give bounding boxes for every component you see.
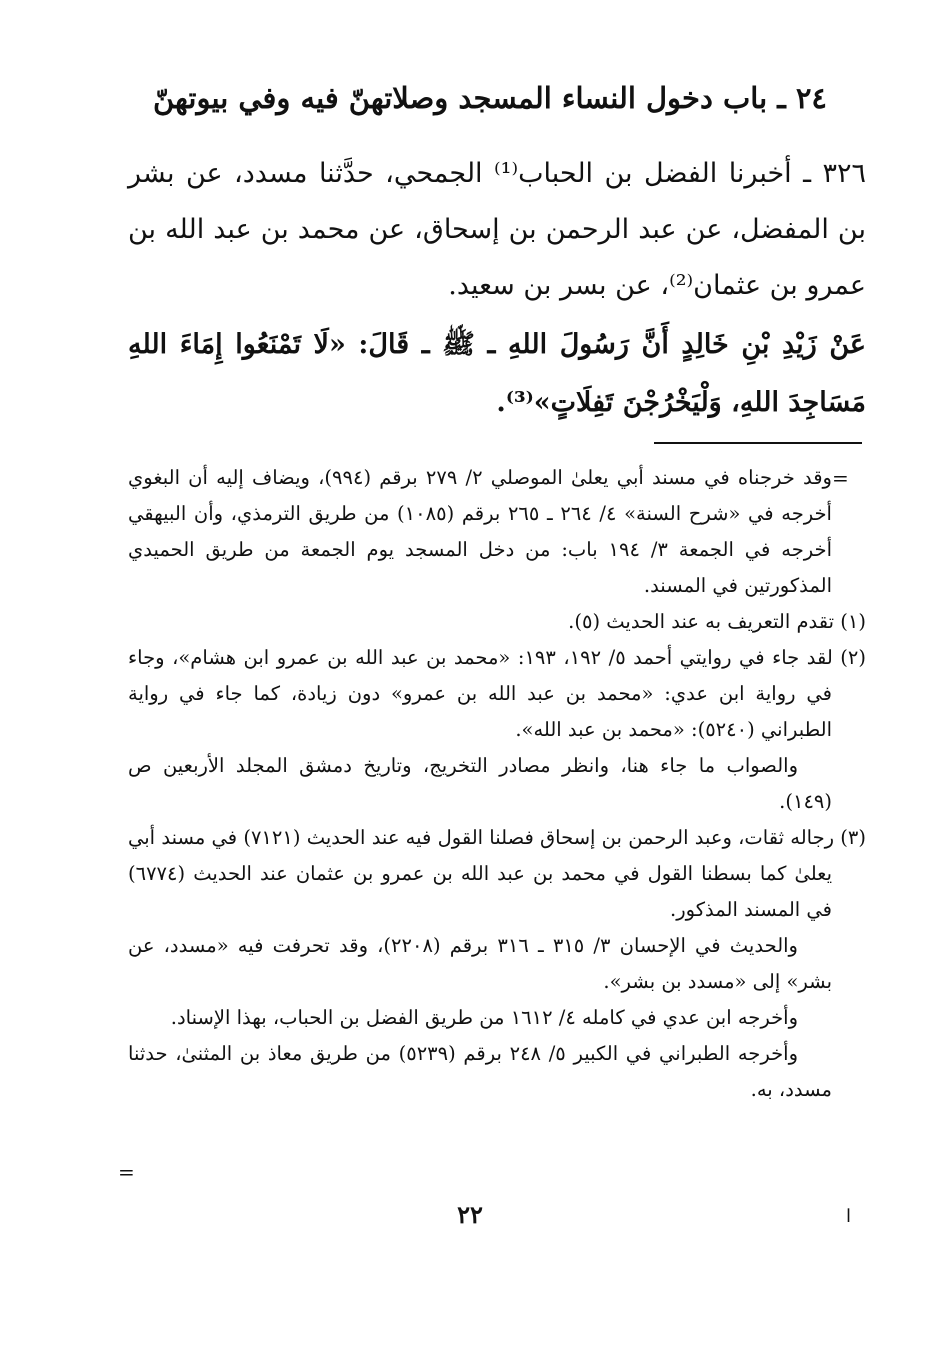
isnad-text: ٣٢٦ ـ أخبرنا الفضل بن الحباب⁽¹⁾ الجمحي، حدَّثنا مسدد، عن بشر بن المفضل، عن عبد الرحمن بن إسحاق، عن محمد بن عبد الله بن عمرو بن عثمان⁽²⁾، عن بسر بن سعيد. — [128, 158, 866, 301]
continuation-mark-bottom: = — [118, 1160, 135, 1184]
footnote-1: (١) تقدم التعريف به عند الحديث (٥). — [568, 610, 866, 633]
stray-mark: ا — [846, 1206, 852, 1227]
footnote-3: (٣) رجاله ثقات، وعبد الرحمن بن إسحاق فصلنا القول فيه عند الحديث (٧١٢١) في مسند أبي يعلىٰ كما بسطنا القول في محمد بن عبد الله بن عمرو بن عثمان عند الحديث (٦٧٧٤) في المسند المذكور. — [128, 826, 866, 921]
footnote-3-paragraph-b: والحديث في الإحسان ٣/ ٣١٥ ـ ٣١٦ برقم (٢٢٠٨)، وقد تحرفت فيه «مسدد، عن بشر» إلى «مسدد بن بشر». — [128, 934, 832, 993]
hadith-matn — [128, 316, 866, 432]
footnotes — [128, 460, 866, 1108]
hadith-text: عَنْ زَيْدِ بْنِ خَالِدٍ أَنَّ رَسُولَ اللهِ ـ ﷺ ـ قَالَ: «لَا تَمْنَعُوا إِمَاءَ اللهِ مَسَاجِدَ اللهِ، وَلْيَخْرُجْنَ تَفِلَاتٍ»⁽³⁾. — [128, 329, 866, 418]
continuation-mark-top: = — [832, 466, 849, 490]
footnote-2-paragraph: والصواب ما جاء هنا، وانظر مصادر التخريج، وتاريخ دمشق المجلد الأربعين ص (١٤٩). — [128, 754, 832, 813]
isnad-paragraph — [128, 146, 866, 314]
page-number: ٢٢ — [457, 1200, 483, 1229]
footnote-2: (٢) لقد جاء في روايتي أحمد ٥/ ١٩٢، ١٩٣: «محمد بن عبد الله بن عمرو ابن هشام»، وجاء في رواية ابن عدي: «محمد بن عبد الله بن عمرو» دون زيادة، كما جاء في رواية الطبراني (٥٢٤٠): «محمد بن عبد الله». — [128, 646, 866, 741]
chapter-heading: ٢٤ ـ باب دخول النساء المسجد وصلاتهنّ فيه وفي بيوتهنّ — [152, 81, 828, 115]
footnote-separator — [654, 442, 862, 444]
footnote-3-paragraph-d: وأخرجه الطبراني في الكبير ٥/ ٢٤٨ برقم (٥٢٣٩) من طريق معاذ بن المثنىٰ، حدثنا مسدد، به. — [128, 1042, 832, 1101]
footnote-continued: وقد خرجناه في مسند أبي يعلىٰ الموصلي ٢/ ٢٧٩ برقم (٩٩٤)، ويضاف إليه أن البغوي أخرجه في «شرح السنة» ٤/ ٢٦٤ ـ ٢٦٥ برقم (١٠٨٥) من طريق الترمذي، وأن البيهقي أخرجه في الجمعة ٣/ ١٩٤ باب: من دخل المسجد يوم الجمعة من طريق الحميدي المذكورتين في المسند. — [128, 466, 832, 597]
footnote-3-paragraph-c: وأخرجه ابن عدي في كامله ٤/ ١٦١٢ من طريق الفضل بن الحباب، بهذا الإسناد. — [170, 1006, 798, 1029]
